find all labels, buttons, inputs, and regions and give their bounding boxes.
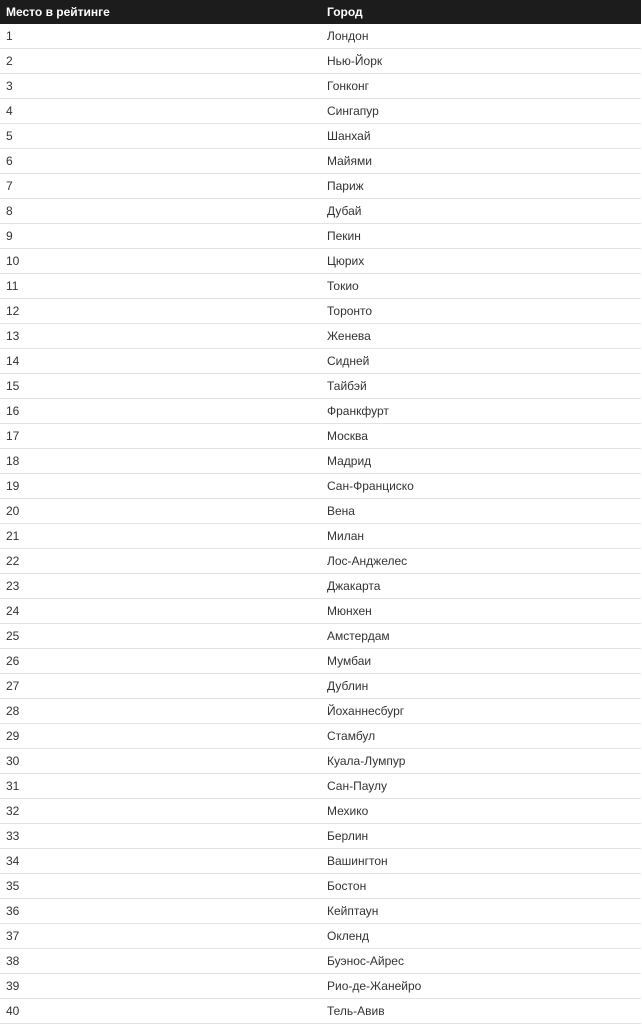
city-cell: Цюрих	[321, 249, 641, 274]
city-cell: Сидней	[321, 349, 641, 374]
city-cell: Берлин	[321, 824, 641, 849]
city-cell: Куала-Лумпур	[321, 749, 641, 774]
rank-cell: 33	[0, 824, 321, 849]
table-row	[0, 949, 641, 974]
table-row	[0, 974, 641, 999]
table-row	[0, 274, 641, 299]
table-row	[0, 674, 641, 699]
city-cell: Мумбаи	[321, 649, 641, 674]
rank-cell: 13	[0, 324, 321, 349]
rank-cell: 30	[0, 749, 321, 774]
rank-cell: 9	[0, 224, 321, 249]
rank-cell: 18	[0, 449, 321, 474]
city-cell: Дубай	[321, 199, 641, 224]
table-row	[0, 99, 641, 124]
table-row	[0, 774, 641, 799]
city-cell: Милан	[321, 524, 641, 549]
city-cell: Шанхай	[321, 124, 641, 149]
city-cell: Лос-Анджелес	[321, 549, 641, 574]
table-row	[0, 24, 641, 49]
rank-cell: 35	[0, 874, 321, 899]
table-row	[0, 224, 641, 249]
table-row	[0, 399, 641, 424]
rank-cell: 25	[0, 624, 321, 649]
city-cell: Тель-Авив	[321, 999, 641, 1024]
city-cell: Торонто	[321, 299, 641, 324]
table-row	[0, 599, 641, 624]
table-row	[0, 349, 641, 374]
table-row	[0, 724, 641, 749]
rank-cell: 36	[0, 899, 321, 924]
table-row	[0, 449, 641, 474]
city-cell: Париж	[321, 174, 641, 199]
table-row	[0, 474, 641, 499]
rank-cell: 14	[0, 349, 321, 374]
rank-cell: 1	[0, 24, 321, 49]
rank-cell: 23	[0, 574, 321, 599]
rank-cell: 38	[0, 949, 321, 974]
city-cell: Йоханнесбург	[321, 699, 641, 724]
table-row	[0, 749, 641, 774]
city-cell: Вашингтон	[321, 849, 641, 874]
city-cell: Мадрид	[321, 449, 641, 474]
city-cell: Стамбул	[321, 724, 641, 749]
city-cell: Амстердам	[321, 624, 641, 649]
rank-cell: 7	[0, 174, 321, 199]
rank-cell: 3	[0, 74, 321, 99]
city-cell: Кейптаун	[321, 899, 641, 924]
rank-cell: 28	[0, 699, 321, 724]
city-cell: Сан-Паулу	[321, 774, 641, 799]
rank-cell: 20	[0, 499, 321, 524]
table-row	[0, 324, 641, 349]
table-row	[0, 874, 641, 899]
table-row	[0, 299, 641, 324]
table-row	[0, 199, 641, 224]
rank-cell: 24	[0, 599, 321, 624]
rank-cell: 8	[0, 199, 321, 224]
table-row	[0, 74, 641, 99]
rank-cell: 15	[0, 374, 321, 399]
table-row	[0, 524, 641, 549]
table-body	[0, 24, 641, 1024]
table-row	[0, 824, 641, 849]
table-row	[0, 374, 641, 399]
city-cell: Мюнхен	[321, 599, 641, 624]
table-row	[0, 249, 641, 274]
table-row	[0, 899, 641, 924]
city-cell: Мехико	[321, 799, 641, 824]
rank-cell: 11	[0, 274, 321, 299]
rank-cell: 27	[0, 674, 321, 699]
city-cell: Тайбэй	[321, 374, 641, 399]
table-row	[0, 924, 641, 949]
city-cell: Токио	[321, 274, 641, 299]
rank-cell: 2	[0, 49, 321, 74]
table-row	[0, 49, 641, 74]
table-row	[0, 499, 641, 524]
city-cell: Женева	[321, 324, 641, 349]
table-row	[0, 999, 641, 1024]
rank-cell: 17	[0, 424, 321, 449]
rank-cell: 29	[0, 724, 321, 749]
city-cell: Гонконг	[321, 74, 641, 99]
city-cell: Буэнос-Айрес	[321, 949, 641, 974]
city-cell: Пекин	[321, 224, 641, 249]
rank-cell: 10	[0, 249, 321, 274]
table-row	[0, 574, 641, 599]
rank-cell: 5	[0, 124, 321, 149]
table-row	[0, 124, 641, 149]
rank-cell: 4	[0, 99, 321, 124]
city-cell: Сан-Франциско	[321, 474, 641, 499]
table-row	[0, 549, 641, 574]
rank-cell: 22	[0, 549, 321, 574]
table-header	[0, 0, 641, 24]
rank-cell: 34	[0, 849, 321, 874]
table-row	[0, 849, 641, 874]
city-cell: Вена	[321, 499, 641, 524]
rank-cell: 40	[0, 999, 321, 1024]
table-row	[0, 174, 641, 199]
table-row	[0, 799, 641, 824]
table-row	[0, 624, 641, 649]
rank-cell: 32	[0, 799, 321, 824]
rank-cell: 12	[0, 299, 321, 324]
city-cell: Дублин	[321, 674, 641, 699]
city-cell: Майями	[321, 149, 641, 174]
city-cell: Лондон	[321, 24, 641, 49]
city-cell: Москва	[321, 424, 641, 449]
city-cell: Сингапур	[321, 99, 641, 124]
rank-cell: 31	[0, 774, 321, 799]
rank-cell: 16	[0, 399, 321, 424]
city-cell: Нью-Йорк	[321, 49, 641, 74]
rank-cell: 19	[0, 474, 321, 499]
rank-cell: 21	[0, 524, 321, 549]
rank-cell: 26	[0, 649, 321, 674]
rank-cell: 39	[0, 974, 321, 999]
city-cell: Бостон	[321, 874, 641, 899]
table-row	[0, 149, 641, 174]
header-row	[0, 0, 641, 24]
city-cell: Окленд	[321, 924, 641, 949]
city-cell: Джакарта	[321, 574, 641, 599]
city-cell: Рио-де-Жанейро	[321, 974, 641, 999]
rank-cell: 6	[0, 149, 321, 174]
header-city: Город	[321, 0, 641, 24]
table-row	[0, 424, 641, 449]
table-row	[0, 699, 641, 724]
table-row	[0, 649, 641, 674]
header-rank: Место в рейтинге	[0, 0, 321, 24]
city-cell: Франкфурт	[321, 399, 641, 424]
rank-cell: 37	[0, 924, 321, 949]
